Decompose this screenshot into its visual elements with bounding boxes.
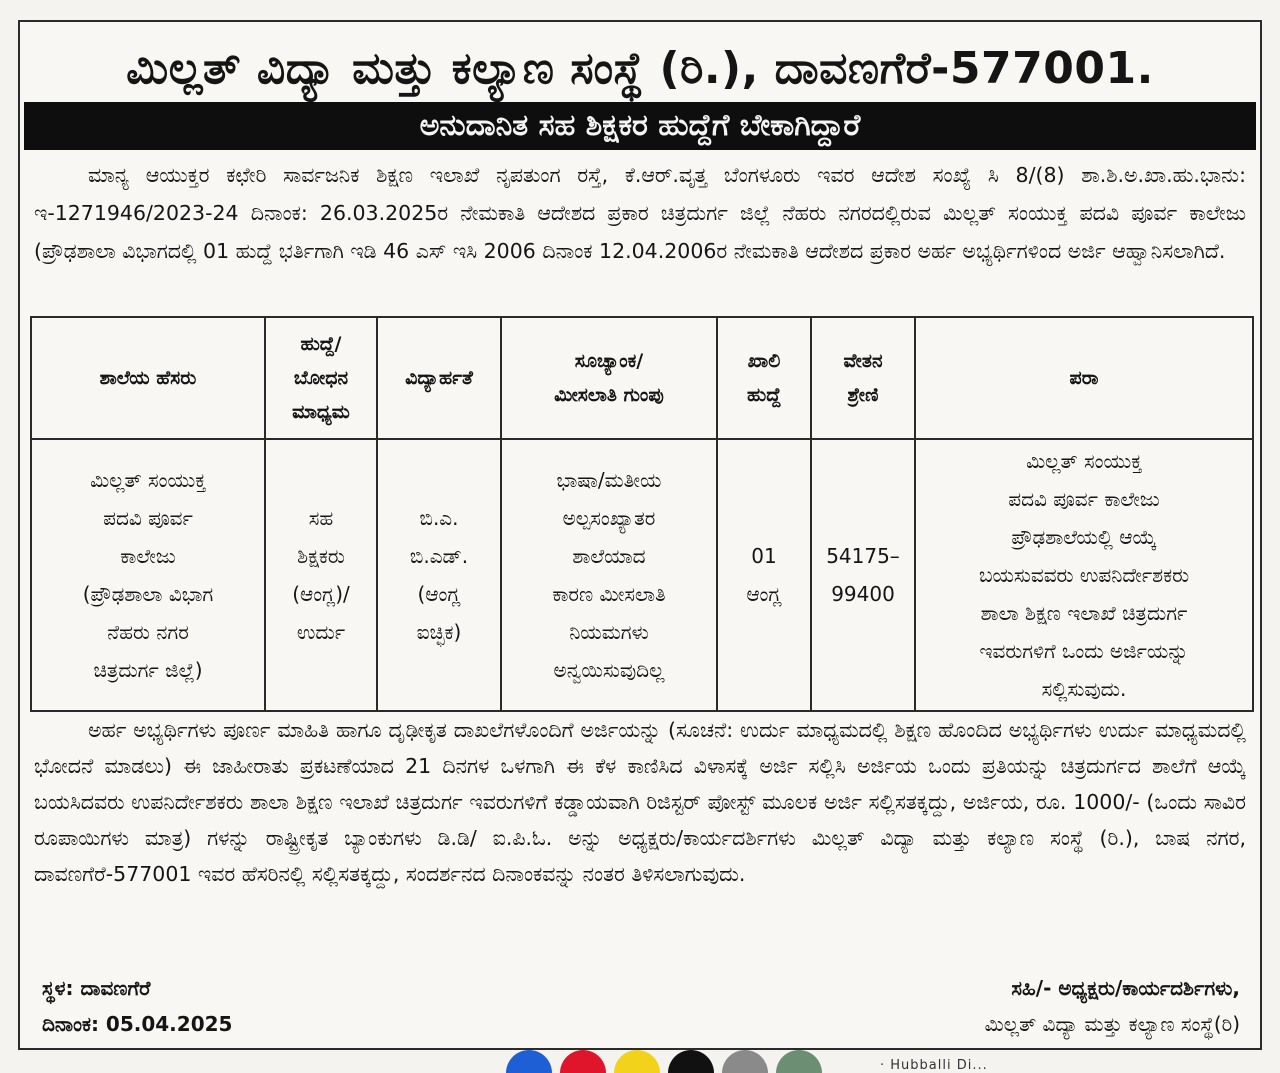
cell-roster: ಭಾಷಾ/ಮತೀಯ ಅಲ್ಪಸಂಖ್ಯಾತರ ಶಾಲೆಯಾದ ಕಾರಣ ಮೀಸಲಾತಿ ನಿಯಮಗಳು ಅನ್ವಯಿಸುವುದಿಲ್ಲ: [501, 439, 717, 711]
header-post: ಹುದ್ದೆ/ ಬೋಧನ ಮಾಧ್ಯಮ: [265, 317, 377, 439]
signatory: ಸಹಿ/- ಅಧ್ಯಕ್ಷರು/ಕಾರ್ಯದರ್ಶಿಗಳು,: [1011, 976, 1240, 1000]
instructions-paragraph: ಅರ್ಹ ಅಭ್ಯರ್ಥಿಗಳು ಪೂರ್ಣ ಮಾಹಿತಿ ಹಾಗೂ ದೃಢೀಕೃತ ದಾಖಲೆಗಳೊಂದಿಗೆ ಅರ್ಜಿಯನ್ನು (ಸೂಚನೆ: ಉರ್ದು ಮಾಧ್ಯಮದಲ್ಲಿ ಶಿಕ್ಷಣ ಹೊಂದಿದ ಅಭ್ಯರ್ಥಿಗಳು ಉರ್ದು ಮಾಧ್ಯಮದಲ್ಲಿ ಭೋದನೆ ಮಾಡಲು) ಈ ಜಾಹೀರಾತು ಪ್ರಕಟಣೆಯಾದ 21 ದಿನಗಳ ಒಳಗಾಗಿ ಈ ಕೆಳ ಕಾಣಿಸಿದ ವಿಳಾಸಕ್ಕೆ ಅರ್ಜಿ ಸಲ್ಲಿಸಿ ಅರ್ಜಿಯ ಒಂದು ಪ್ರತಿಯನ್ನು ಚಿತ್ರದುರ್ಗದ ಶಾಲೆಗೆ ಆಯ್ಕೆ ಬಯಸಿದವರು ಉಪನಿರ್ದೇಶಕರು ಶಾಲಾ ಶಿಕ್ಷಣ ಇಲಾಖೆ ಚಿತ್ರದುರ್ಗ ಇವರುಗಳಿಗೆ ಕಡ್ಡಾಯವಾಗಿ ರಿಜಿಸ್ಟರ್ ಪೋಸ್ಟ್ ಮೂಲಕ ಅರ್ಜಿ ಸಲ್ಲಿಸತಕ್ಕದ್ದು, ಅರ್ಜಿಯ, ರೂ. 1000/- (ಒಂದು ಸಾವಿರ ರೂಪಾಯಿಗಳು ಮಾತ್ರ) ಗಳನ್ನು ರಾಷ್ಟ್ರೀಕೃತ ಬ್ಯಾಂಕುಗಳು ಡಿ.ಡಿ/ ಐ.ಪಿ.ಓ. ಅನ್ನು ಅಧ್ಯಕ್ಷರು/ಕಾರ್ಯದರ್ಶಿಗಳು ಮಿಲ್ಲತ್ ವಿದ್ಯಾ ಮತ್ತು ಕಲ್ಯಾಣ ಸಂಸ್ಥೆ (ರಿ.), ಬಾಷ ನಗರ, ದಾವಣಗೆರೆ-577001 ಇವರ ಹೆಸರಿನಲ್ಲಿ ಸಲ್ಲಿಸತಕ್ಕದ್ದು, ಸಂದರ್ಶನದ ದಿನಾಂಕವನ್ನು ನಂತರ ತಿಳಿಸಲಾಗುವುದು.: [34, 718, 1246, 886]
header-vacancy: ಖಾಲಿ ಹುದ್ದೆ: [717, 317, 811, 439]
page-title: ಮಿಲ್ಲತ್ ವಿದ್ಯಾ ಮತ್ತು ಕಲ್ಯಾಣ ಸಂಸ್ಥೆ (ರಿ.), ದಾವಣಗೆರೆ-577001.: [126, 43, 1154, 94]
cell-school: ಮಿಲ್ಲತ್ ಸಂಯುಕ್ತ ಪದವಿ ಪೂರ್ವ ಕಾಲೇಜು (ಪ್ರೌಢಶಾಲಾ ವಿಭಾಗ ನೆಹರು ನಗರ ಚಿತ್ರದುರ್ಗ ಜಿಲ್ಲೆ): [31, 439, 265, 711]
color-dot-green: [776, 1050, 822, 1073]
place-date-block: [42, 970, 442, 1042]
cell-post: ಸಹ ಶಿಕ್ಷಕರು (ಆಂಗ್ಲ)/ ಉರ್ದು: [265, 439, 377, 711]
cell-qualification: ಬಿ.ಎ. ಬಿ.ಎಡ್. (ಆಂಗ್ಲ ಐಚ್ಛಿಕ): [377, 439, 501, 711]
table-header-row: [31, 317, 1253, 439]
date-label: ದಿನಾಂಕ: 05.04.2025: [42, 1012, 233, 1036]
place-label: ಸ್ಥಳ: ದಾವಣಗೆರೆ: [42, 976, 151, 1000]
section-banner: ಅನುದಾನಿತ ಸಹ ಶಿಕ್ಷಕರ ಹುದ್ದೆಗೆ ಬೇಕಾಗಿದ್ದಾರೆ: [24, 102, 1256, 150]
header-qualification: ವಿದ್ಯಾರ್ಹತೆ: [377, 317, 501, 439]
cell-address: ಮಿಲ್ಲತ್ ಸಂಯುಕ್ತ ಪದವಿ ಪೂರ್ವ ಕಾಲೇಜು ಪ್ರೌಢಶಾಲೆಯಲ್ಲಿ ಆಯ್ಕೆ ಬಯಸುವವರು ಉಪನಿರ್ದೇಶಕರು ಶಾಲಾ ಶಿಕ್ಷಣ ಇಲಾಖೆ ಚಿತ್ರದುರ್ಗ ಇವರುಗಳಿಗೆ ಒಂದು ಅರ್ಜಿಯನ್ನು ಸಲ್ಲಿಸುವುದು.: [915, 439, 1253, 711]
color-dot-gray: [722, 1050, 768, 1073]
color-dot-blue: [506, 1050, 552, 1073]
header-address: ಪರಾ: [915, 317, 1253, 439]
color-dot-yellow: [614, 1050, 660, 1073]
header-pay-scale: ವೇತನ ಶ್ರೇಣಿ: [811, 317, 915, 439]
vacancy-table: [30, 316, 1254, 712]
intro-paragraph: ಮಾನ್ಯ ಆಯುಕ್ತರ ಕಛೇರಿ ಸಾರ್ವಜನಿಕ ಶಿಕ್ಷಣ ಇಲಾಖೆ ನೃಪತುಂಗ ರಸ್ತೆ, ಕೆ.ಆರ್.ವೃತ್ತ ಬೆಂಗಳೂರು ಇವರ ಆದೇಶ ಸಂಖ್ಯೆ ಸಿ 8/(8) ಶಾ.ಶಿ.ಅ.ಖಾ.ಹು.ಭಾನು: ಇ-1271946/2023-24 ದಿನಾಂಕ: 26.03.2025ರ ನೇಮಕಾತಿ ಆದೇಶದ ಪ್ರಕಾರ ಚಿತ್ರದುರ್ಗ ಜಿಲ್ಲೆ ನೆಹರು ನಗರದಲ್ಲಿರುವ ಮಿಲ್ಲತ್ ಸಂಯುಕ್ತ ಪದವಿ ಪೂರ್ವ ಕಾಲೇಜು (ಪ್ರೌಢಶಾಲಾ ವಿಭಾಗದಲ್ಲಿ 01 ಹುದ್ದೆ ಭರ್ತಿಗಾಗಿ ಇಡಿ 46 ಎಸ್ ಇಸಿ 2006 ದಿನಾಂಕ 12.04.2006ರ ನೇಮಕಾತಿ ಆದೇಶದ ಪ್ರಕಾರ ಅರ್ಹ ಅಭ್ಯರ್ಥಿಗಳಿಂದ ಅರ್ಜಿ ಆಹ್ವಾನಿಸಲಾಗಿದೆ.: [34, 163, 1246, 263]
table-row: [31, 439, 1253, 711]
adjacent-page-strip: · Hubballi Di...: [880, 1058, 988, 1073]
color-dot-black: [668, 1050, 714, 1073]
organization-name: ಮಿಲ್ಲತ್ ವಿದ್ಯಾ ಮತ್ತು ಕಲ್ಯಾಣ ಸಂಸ್ಥೆ(ರಿ): [984, 1012, 1240, 1036]
header-school: ಶಾಲೆಯ ಹೆಸರು: [31, 317, 265, 439]
cell-pay-scale: 54175– 99400: [811, 439, 915, 711]
header-roster: ಸೂಚ್ಯಾಂಕ/ ಮೀಸಲಾತಿ ಗುಂಪು: [501, 317, 717, 439]
advertisement: [18, 20, 1262, 1050]
color-dot-red: [560, 1050, 606, 1073]
signature-block: [800, 970, 1240, 1042]
print-color-marks: [506, 1050, 836, 1073]
cell-vacancy: 01 ಆಂಗ್ಲ: [717, 439, 811, 711]
